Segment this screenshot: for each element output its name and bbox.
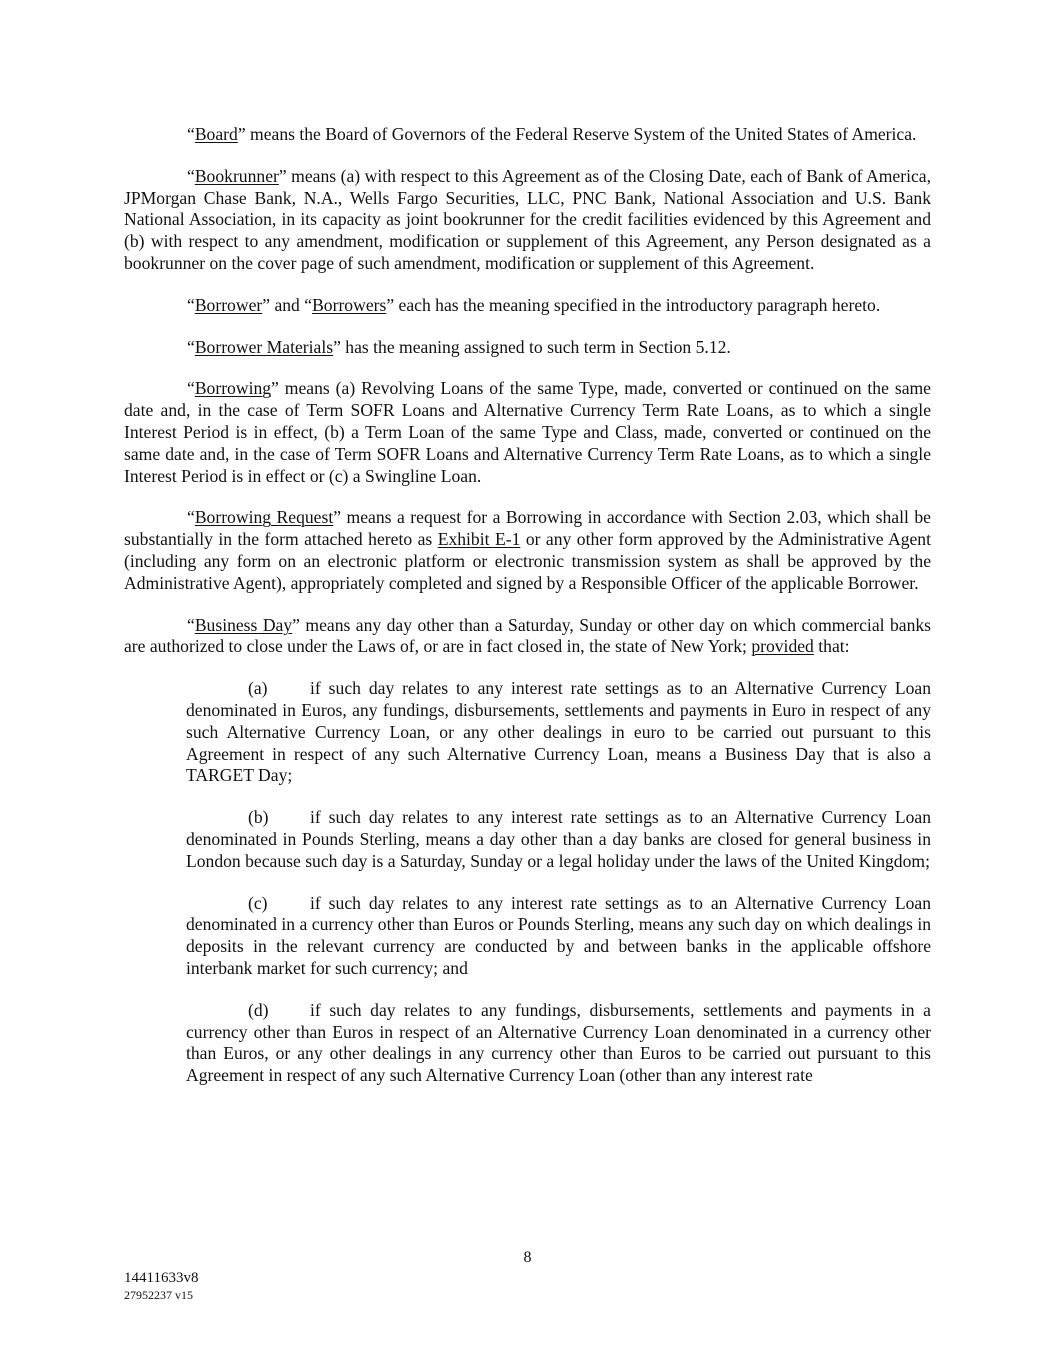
definition-board: “Board” means the Board of Governors of the Federal Reserve System of the United States of America.	[187, 124, 917, 144]
clause-label: (d)	[248, 999, 269, 1020]
defined-term: Borrowing	[194, 378, 272, 399]
document-version-id: 27952237 v15	[124, 1288, 193, 1302]
clause-label: (b)	[248, 807, 269, 828]
definition-borrowing-request: “Borrowing Request” means a request for a Borrowing in accordance with Section 2.03, which shall be substantially in the form attached hereto as Exhibit E-1 or any other form approved by the Administrative Agent (including any form on an electronic platform or electronic transmission system as shall be approved by the Administrative Agent), appropriately completed and signed by a Responsible Officer of the applicable Borrower.	[124, 507, 931, 593]
business-day-clause-c: (c) if such day relates to any interest rate settings as to an Alternative Currency Loan denominated in a currency other than Euros or Pounds Sterling, means any such day on which dealings in deposits in the relevant currency are conducted by and between banks in the applicable offshore interbank market for such currency; and	[186, 892, 931, 978]
defined-term: Borrower	[194, 294, 263, 315]
clause-label: (c)	[248, 892, 268, 913]
defined-term: Board	[194, 124, 238, 144]
defined-term: Borrower Materials	[194, 336, 334, 357]
definition-borrowing: “Borrowing” means (a) Revolving Loans of the same Type, made, converted or continued on the same date and, in the case of Term SOFR Loans and Alternative Currency Term Rate Loans, as to which a single Interest Period is in effect, (b) a Term Loan of the same Type and Class, made, converted or continued on the same date and, in the case of Term SOFR Loans and Alternative Currency Term Rate Loans, as to which a single Interest Period is in effect or (c) a Swingline Loan.	[124, 378, 931, 486]
defined-term: Borrowing Request	[194, 507, 334, 528]
clause-label: (a)	[248, 678, 268, 699]
defined-term: Business Day	[194, 614, 293, 635]
exhibit-reference: Exhibit E-1	[437, 529, 521, 550]
definition-business-day: “Business Day” means any day other than a Saturday, Sunday or other day on which commercial banks are authorized to close under the Laws of, or are in fact closed in, the state of New York; provided that:	[124, 614, 932, 657]
document-id: 14411633v8	[124, 1270, 199, 1286]
defined-term: Bookrunner	[194, 165, 279, 186]
provided-keyword: provided	[751, 636, 814, 657]
page-number: 8	[523, 1249, 532, 1266]
definition-bookrunner: “Bookrunner” means (a) with respect to this Agreement as of the Closing Date, each of Bank of America, JPMorgan Chase Bank, N.A., Wells Fargo Securities, LLC, PNC Bank, National Association and U.S. Bank National Association, in its capacity as joint bookrunner for the credit facilities evidenced by this Agreement and (b) with respect to any amendment, modification or supplement of this Agreement, any Person designated as a bookrunner on the cover page of such amendment, modification or supplement of this Agreement.	[124, 165, 931, 273]
business-day-clause-d: (d) if such day relates to any fundings, disbursements, settlements and payments in a currency other than Euros in respect of an Alternative Currency Loan denominated in a currency other than Euros, or any other dealings in any currency other than Euros to be carried out pursuant to this Agreement in respect of any such Alternative Currency Loan (other than any interest rate	[186, 999, 931, 1086]
definition-borrower: “Borrower” and “Borrowers” each has the meaning specified in the introductory paragraph hereto.	[187, 294, 881, 315]
business-day-clause-a: (a) if such day relates to any interest rate settings as to an Alternative Currency Loan denominated in Euros, any fundings, disbursements, settlements and payments in Euro in respect of any such Alternative Currency Loan, or any other dealings in euro to be carried out pursuant to this Agreement in respect of any such Alternative Currency Loan, means a Business Day that is also a TARGET Day;	[186, 678, 931, 786]
document-body	[124, 124, 931, 1107]
definition-borrower-materials: “Borrower Materials” has the meaning assigned to such term in Section 5.12.	[187, 336, 731, 357]
defined-term: Borrowers	[312, 294, 387, 315]
business-day-clause-b: (b) if such day relates to any interest rate settings as to an Alternative Currency Loan denominated in Pounds Sterling, means a day other than a day banks are closed for general business in London because such day is a Saturday, Sunday or a legal holiday under the laws of the United Kingdom;	[186, 807, 931, 871]
